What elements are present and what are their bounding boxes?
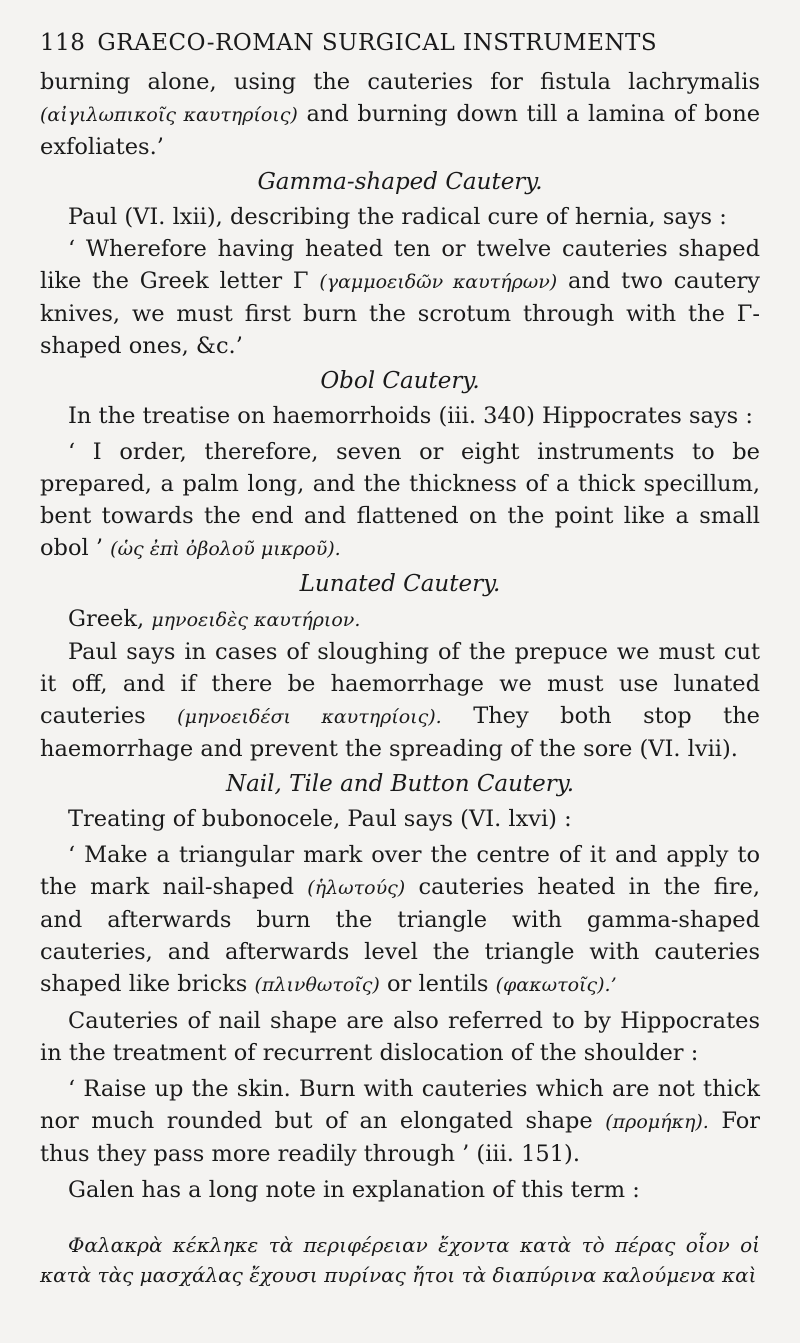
p1-text-b: and burning down till a lamina of bone exfoliates.’	[40, 101, 761, 160]
p5-greek: (ὡς ἐπὶ ὀβολοῦ μικροῦ).	[110, 538, 341, 560]
p1-greek: (αἰγιλωπικοῖς καυτηρίοις)	[40, 104, 298, 126]
p6-text-a: Greek,	[68, 606, 145, 632]
paragraph-7	[40, 636, 760, 765]
p9-greek-3: (φακωτοῖς).’	[495, 974, 617, 996]
paragraph-12: Galen has a long note in explanation of this term :	[68, 1177, 640, 1203]
paragraph-11	[40, 1073, 760, 1170]
p9-text-a: ‘ Make a triangular mark over the centre of it and apply to the mark nail-shaped	[40, 842, 760, 900]
p5-text-a: ‘ I order, therefore, seven or eight instruments to be prepared, a palm long, and the thickness of a thick specillum, bent towards the end and flattened on the point like a small obol ’	[40, 439, 760, 561]
paragraph-8: Treating of bubonocele, Paul says (VI. lxvi) :	[68, 806, 572, 832]
p7-greek: (μηνοειδέσι καυτηρίοις).	[177, 706, 442, 728]
p7-text-a: Paul says in cases of sloughing of the prepuce we must cut it off, and if there be haemorrhage we must use lunated cauteries	[40, 639, 760, 729]
paragraph-6	[40, 603, 760, 636]
p11-text-a: ‘ Raise up the skin. Burn with cauteries which are not thick nor much rounded but of an elongated shape	[40, 1076, 760, 1134]
p1-text: burning alone, using the cauteries for fistula lachrymalis	[40, 69, 760, 95]
running-head	[40, 30, 760, 56]
p9-greek-1: (ἡλωτούς)	[307, 877, 406, 899]
p11-text-b: For thus they pass more readily through ’ (iii. 151).	[40, 1108, 760, 1167]
paragraph-3	[40, 233, 760, 362]
heading-gamma: Gamma-shaped Cautery.	[257, 169, 543, 195]
heading-nail: Nail, Tile and Button Cautery.	[225, 771, 575, 797]
paragraph-4: In the treatise on haemorrhoids (iii. 340) Hippocrates says :	[68, 403, 753, 429]
heading-obol: Obol Cautery.	[320, 368, 480, 394]
page-number: 118	[40, 30, 86, 56]
p3-greek: (γαμμοειδῶν καυτήρων)	[319, 271, 558, 293]
p3-text-a: ‘ Wherefore having heated ten or twelve cauteries shaped like the Greek letter Γ	[40, 236, 760, 294]
paragraph-1	[40, 66, 760, 163]
paragraph-9	[40, 839, 760, 1001]
heading-lunated: Lunated Cautery.	[299, 571, 501, 597]
paragraph-2: Paul (VI. lxii), describing the radical cure of hernia, says :	[68, 204, 727, 230]
paragraph-10: Cauteries of nail shape are also referred to by Hippocrates in the treatment of recurrent dislocation of the shoulder :	[40, 1008, 760, 1066]
p9-greek-2: (πλινθωτοῖς)	[254, 974, 380, 996]
running-title: GRAECO-ROMAN SURGICAL INSTRUMENTS	[97, 30, 658, 56]
paragraph-13-greek: Φαλακρὰ κέκληκε τὰ περιφέρειαν ἔχοντα κατὰ τὸ πέρας οἷον οἱ κατὰ τὰς μασχάλας ἔχουσι πυρίνας ἤτοι τὰ διαπύρινα καλούμενα καὶ	[40, 1233, 760, 1287]
p6-greek: μηνοειδὲς καυτήριον.	[151, 609, 361, 631]
paragraph-5	[40, 436, 760, 565]
p9-text-b: cauteries heated in the fire, and afterwards burn the triangle with gamma-shaped cauteries, and afterwards level the triangle with cauteries shaped like bricks	[40, 874, 760, 997]
p3-text-b: and two cautery knives, we must first burn the scrotum through with the Γ-shaped ones, &c.’	[40, 268, 761, 359]
p11-greek: (προμήκη).	[605, 1111, 709, 1133]
p7-text-b: They both stop the haemorrhage and prevent the spreading of the sore (VI. lvii).	[40, 703, 760, 762]
p9-text-c: or lentils	[387, 971, 489, 997]
